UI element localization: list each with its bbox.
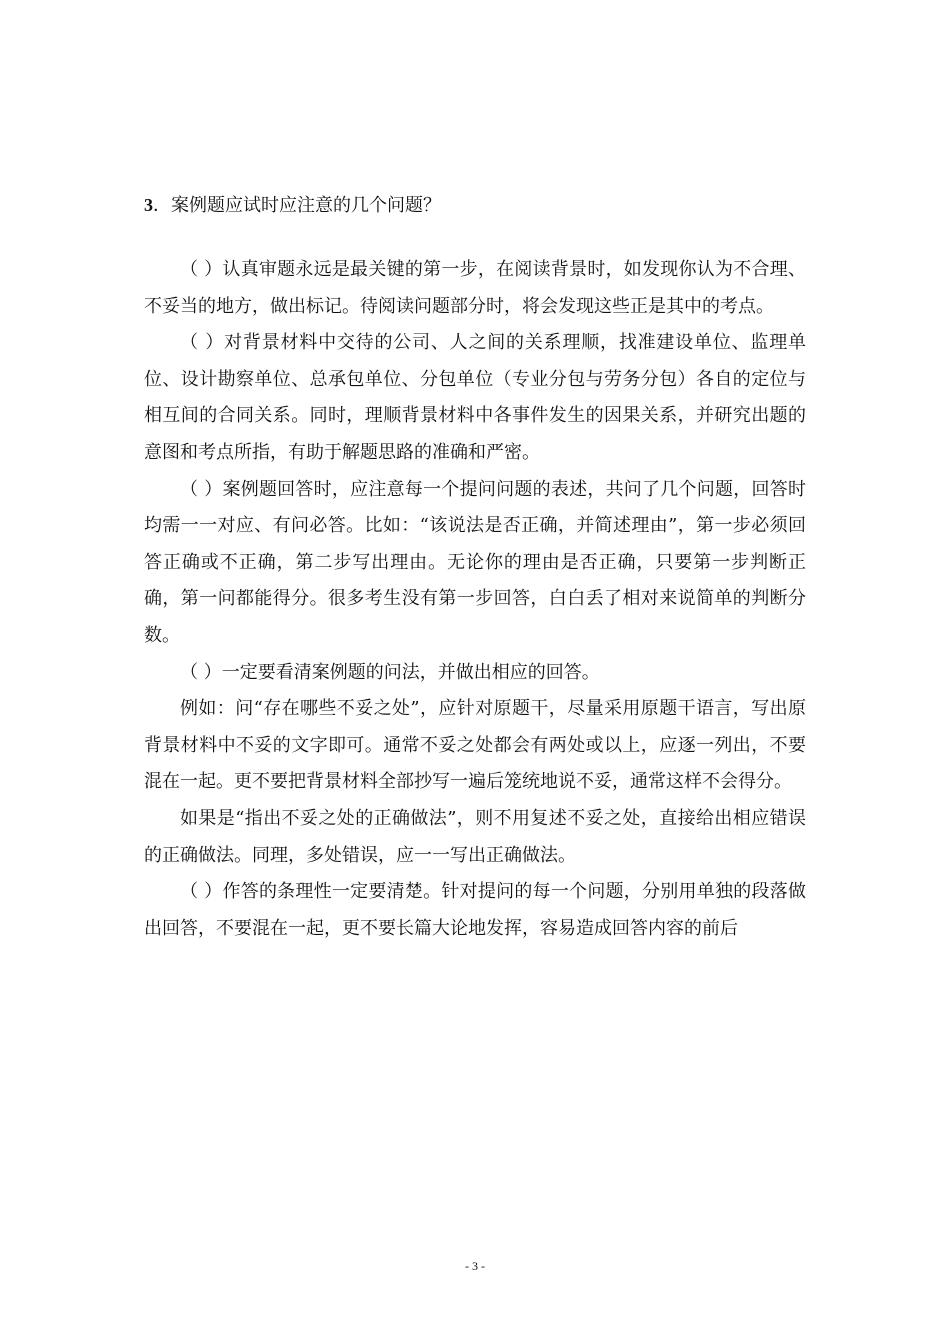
paragraph-6: 如果是“指出不妥之处的正确做法”，则不用复述不妥之处，直接给出相应错误的正确做法。同理，多处错误，应一一写出正确做法。 xyxy=(144,807,806,866)
paragraph-4: （ ）一定要看清案例题的问法，并做出相应的回答。 xyxy=(180,661,600,683)
body-text xyxy=(144,252,806,947)
section-separator: ． xyxy=(153,195,171,216)
paragraph-7: （ ）作答的条理性一定要清楚。针对提问的每一个问题，分别用单独的段落做出回答，不要混在一起，更不要长篇大论地发挥，容易造成回答内容的前后 xyxy=(144,881,806,939)
section-number: 3 xyxy=(144,195,153,215)
paragraph-3: （ ）案例题回答时，应注意每一个提问问题的表述，共问了几个问题，回答时均需一一对应、有问必答。比如：“该说法是否正确，并简述理由”，第一步必须回答正确或不正确，第二步写出理由。无论你的理由是否正确，只要第一步判断正确，第一问都能得分。很多考生没有第一步回答，白白丢了相对来说简单的判断分数。 xyxy=(144,478,806,646)
section-title: 案例题应试时应注意的几个问题？ xyxy=(171,195,441,216)
document-page xyxy=(144,0,806,1344)
section-heading xyxy=(144,190,441,221)
paragraph-2: （ ）对背景材料中交待的公司、人之间的关系理顺，找准建设单位、监理单位、设计勘察单位、总承包单位、分包单位（专业分包与劳务分包）各自的定位与相互间的合同关系。同时，理顺背景材料中各事件发生的因果关系，并研究出题的意图和考点所指，有助于解题思路的准确和严密。 xyxy=(144,332,806,463)
paragraph-5: 例如：问“存在哪些不妥之处”，应针对原题干，尽量采用原题干语言，写出原背景材料中不妥的文字即可。通常不妥之处都会有两处或以上，应逐一列出，不要混在一起。更不要把背景材料全部抄写一遍后笼统地说不妥，通常这样不会得分。 xyxy=(144,698,806,793)
page-number: - 3 - xyxy=(465,1259,485,1273)
paragraph-1: （ ）认真审题永远是最关键的第一步，在阅读背景时，如发现你认为不合理、不妥当的地方，做出标记。待阅读问题部分时，将会发现这些正是其中的考点。 xyxy=(144,259,806,317)
